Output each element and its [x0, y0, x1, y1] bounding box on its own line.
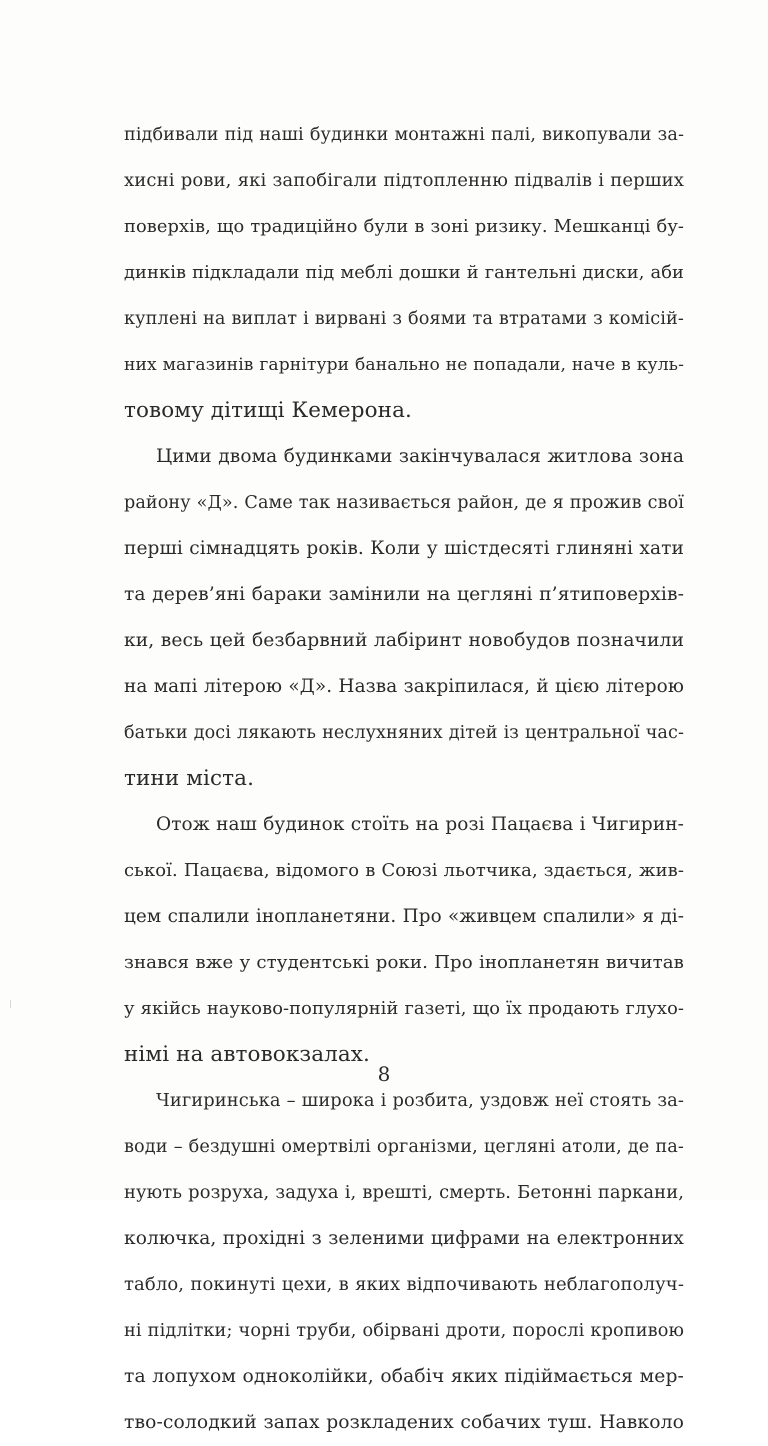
- text-line: ні підлітки; чорні труби, обірвані дроти, порослі кропивою: [124, 1321, 684, 1341]
- text-line: підбивали під наші будинки монтажні палі, викопували за-: [124, 125, 684, 145]
- text-line: куплені на виплат і вирвані з боями та втратами з комісій-: [124, 309, 684, 329]
- text-line: води – бездушні омертвілі організми, цегляні атоли, де па-: [124, 1137, 684, 1157]
- body-text: [124, 112, 684, 1446]
- text-line: ської. Пацаєва, відомого в Союзі льотчика, здається, жив-: [124, 860, 684, 881]
- text-line: та дерев’яні бараки замінили на цегляні п’ятиповерхів-: [124, 584, 684, 605]
- text-line: колючка, прохідні з зеленими цифрами на електронних: [124, 1228, 684, 1249]
- text-line: батьки досі лякають неслухняних дітей із центральної час-: [124, 723, 684, 743]
- text-line: знався вже у студентські роки. Про інопланетян вичитав: [124, 952, 684, 973]
- text-line: Чигиринська – широка і розбита, уздовж неї стоять за-: [156, 1090, 684, 1111]
- text-line: товому дітищі Кемерона.: [124, 398, 412, 423]
- text-line: них магазинів гарнітури банально не попадали, наче в куль-: [124, 355, 684, 375]
- text-line: району «Д». Саме так називається район, де я прожив свої: [124, 493, 684, 513]
- text-line: динків підкладали під меблі дошки й гантельні диски, аби: [124, 262, 684, 283]
- text-line: нують розруха, задуха і, врешті, смерть. Бетонні паркани,: [124, 1182, 684, 1203]
- text-line: поверхів, що традиційно були в зоні ризику. Мешканці бу-: [124, 216, 684, 237]
- text-line: та лопухом одноколійки, обабіч яких підіймається мер-: [124, 1366, 684, 1387]
- text-line: німі на автовокзалах.: [124, 1042, 370, 1067]
- text-line: тво-солодкий запах розкладених собачих туш. Навколо: [124, 1412, 684, 1433]
- page-number: 8: [377, 1062, 391, 1086]
- text-line: Отож наш будинок стоїть на розі Пацаєва і Чигирин-: [156, 814, 684, 835]
- text-line: на мапі літерою «Д». Назва закріпилася, й цією літерою: [124, 676, 684, 697]
- text-line: ки, весь цей безбарвний лабіринт новобудов позначили: [124, 630, 684, 651]
- text-line: цем спалили інопланетяни. Про «живцем спалили» я ді-: [124, 906, 684, 927]
- paper-speck: [10, 1000, 11, 1008]
- text-line: Цими двома будинками закінчувалася житлова зона: [156, 446, 684, 467]
- text-line: у якійсь науково-популярній газеті, що їх продають глухо-: [124, 998, 684, 1019]
- text-line: табло, покинуті цехи, в яких відпочивають неблагополуч-: [124, 1274, 684, 1295]
- text-line: хисні рови, які запобігали підтопленню підвалів і перших: [124, 170, 684, 191]
- text-line: тини міста.: [124, 766, 255, 791]
- text-line: перші сімнадцять років. Коли у шістдесяті глиняні хати: [124, 538, 684, 559]
